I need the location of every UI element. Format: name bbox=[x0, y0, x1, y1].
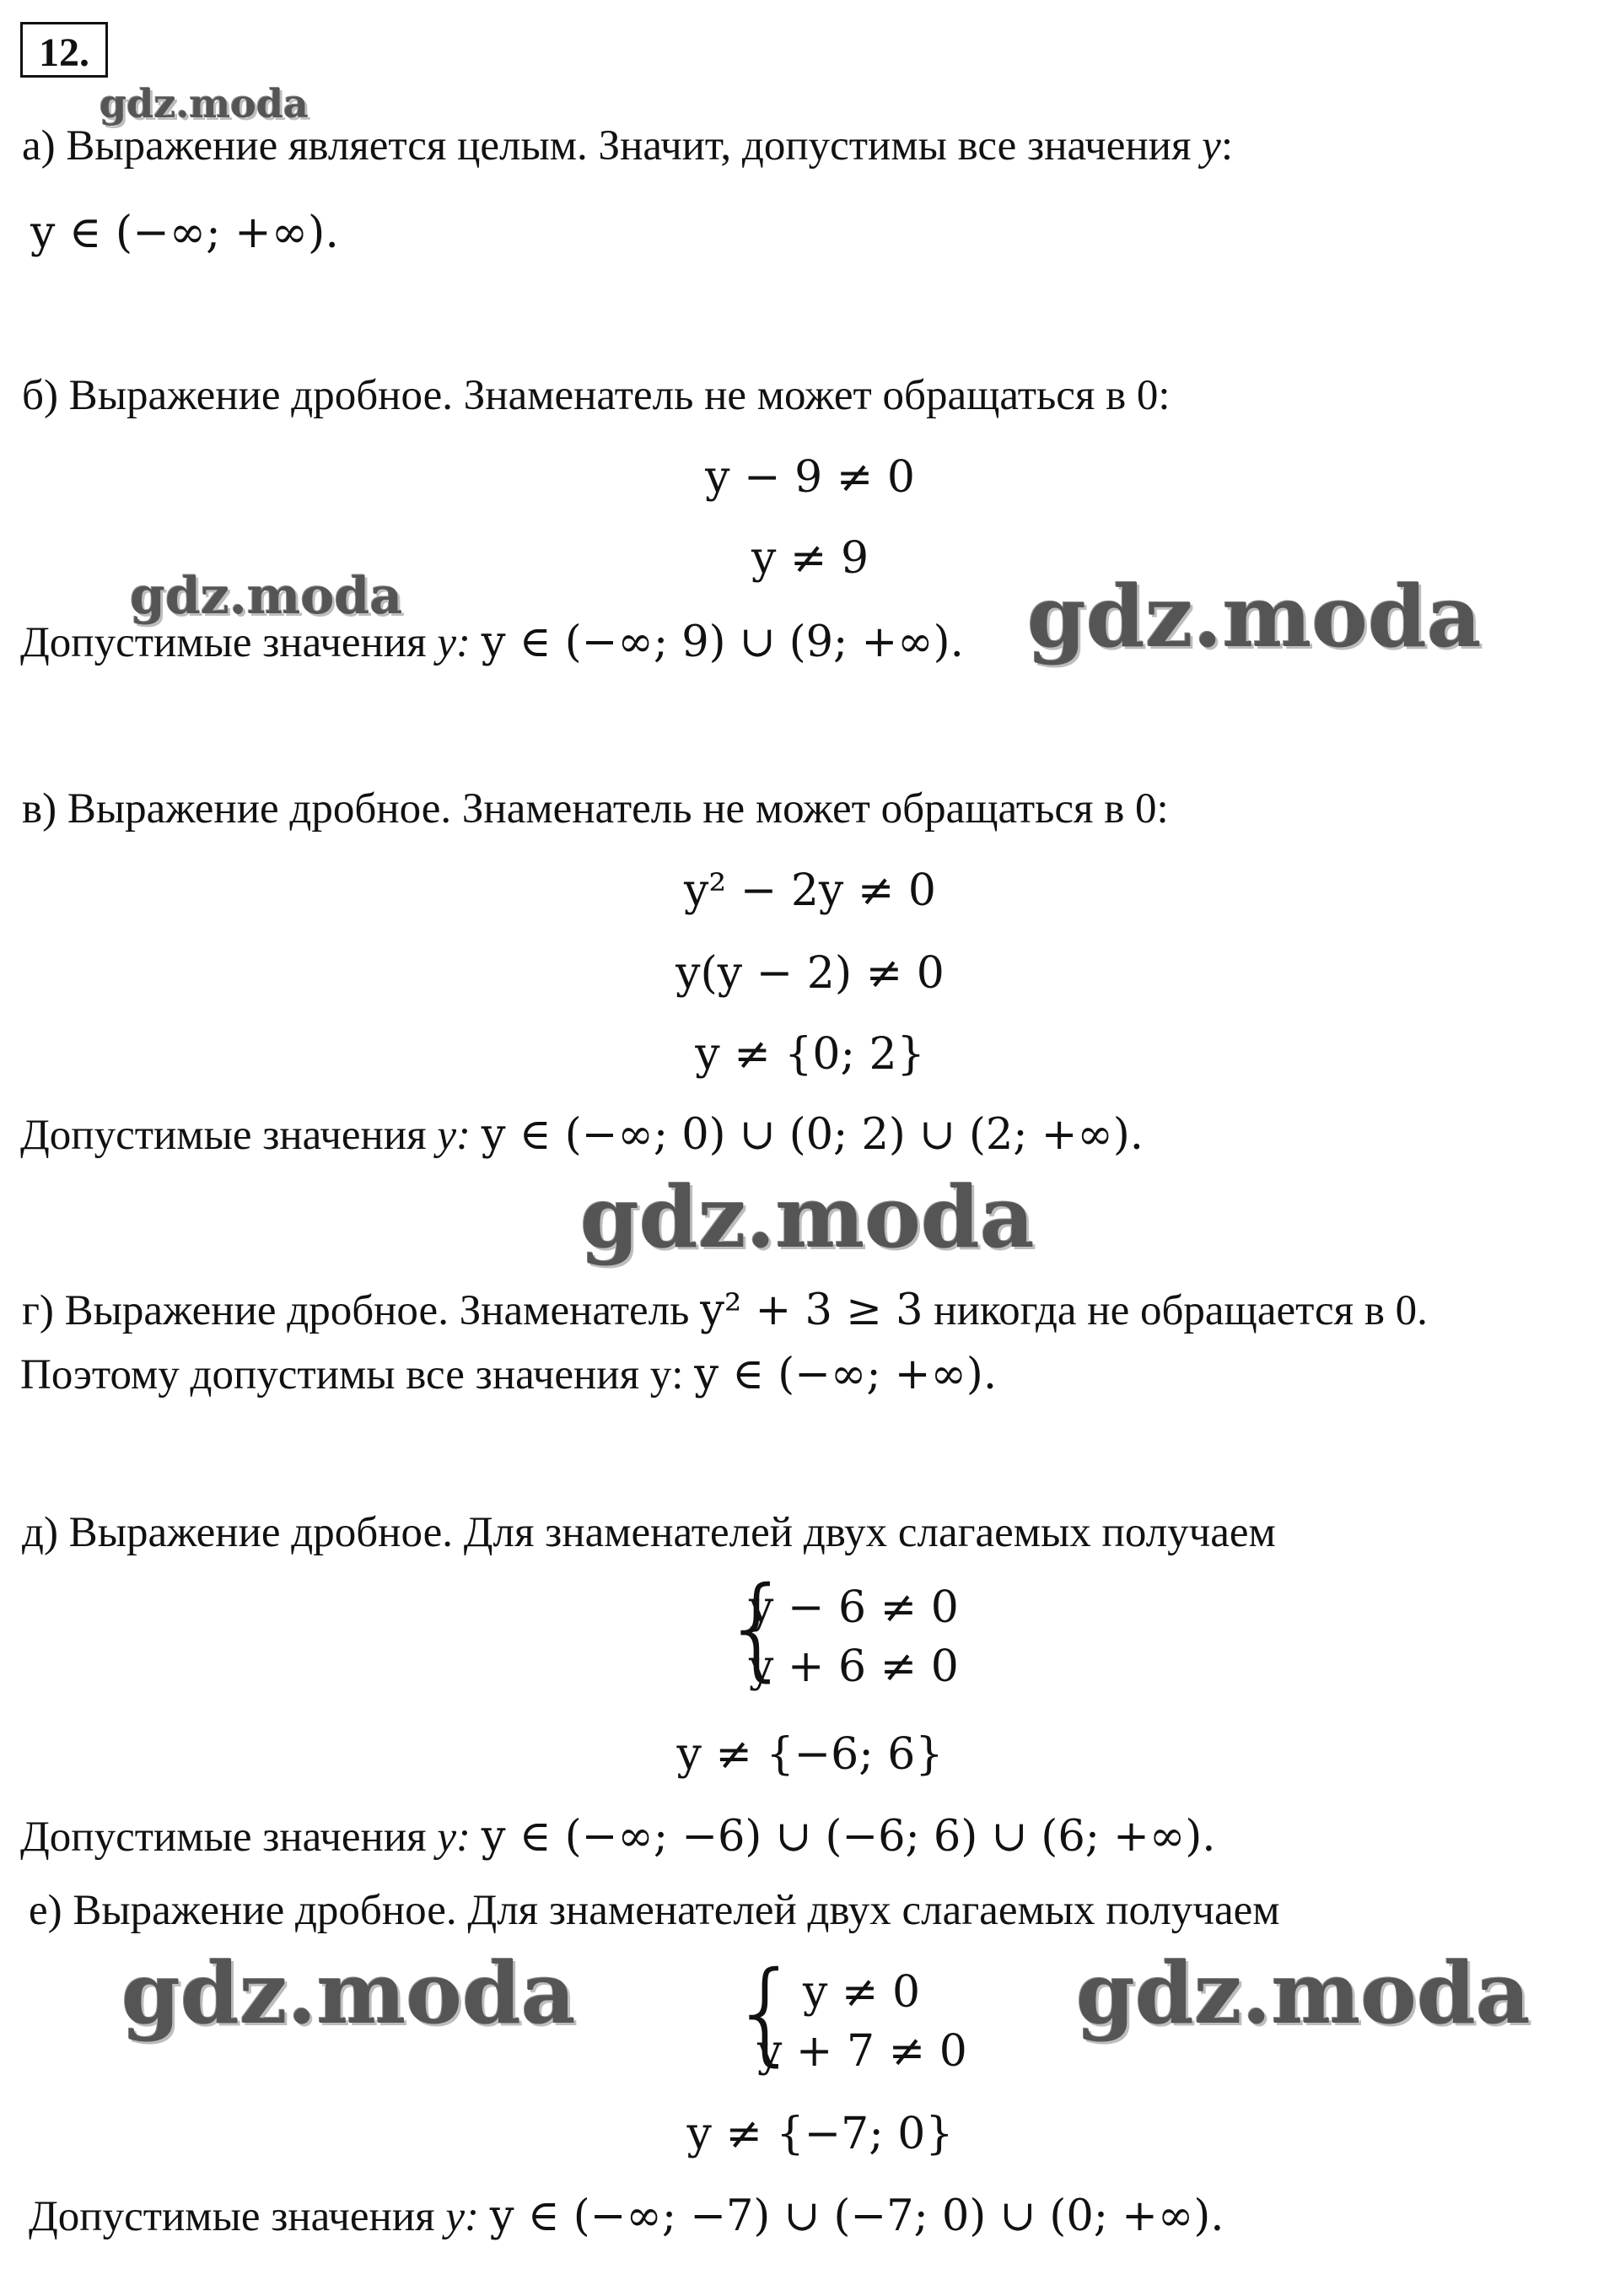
part-d-line-2-math: y ∈ (−∞; +∞). bbox=[694, 1350, 998, 1399]
task-number: 12. bbox=[39, 30, 89, 75]
part-d-line-2-text: Поэтому допустимы все значения y: bbox=[20, 1351, 684, 1399]
part-b-equation-1: y − 9 ≠ 0 bbox=[705, 452, 915, 503]
watermark: gdz.moda bbox=[1076, 1943, 1531, 2043]
part-c-answer-variable: y: bbox=[437, 1112, 471, 1159]
part-e-system-line-2: y + 6 ≠ 0 bbox=[749, 1641, 959, 1692]
part-b-statement: б) Выражение дробное. Знаменатель не может обращаться в 0: bbox=[22, 372, 1171, 419]
part-a-answer: y ∈ (−∞; +∞). bbox=[30, 208, 339, 258]
part-f-system-line-2: y + 7 ≠ 0 bbox=[757, 2026, 967, 2077]
part-b-equation-2: y ≠ 9 bbox=[751, 533, 869, 584]
part-c-answer-line bbox=[20, 1110, 1144, 1160]
part-b-answer-prefix: Допустимые значения bbox=[20, 619, 427, 666]
part-f-answer: y ∈ (−∞; −7) ∪ (−7; 0) ∪ (0; +∞). bbox=[489, 2191, 1224, 2241]
part-c-equation-2: y(y − 2) ≠ 0 bbox=[675, 948, 945, 999]
part-d-text: г) Выражение дробное. Знаменатель bbox=[22, 1287, 690, 1334]
part-c-equation-3: y ≠ {0; 2} bbox=[695, 1029, 925, 1080]
part-f-answer-variable: y: bbox=[445, 2193, 479, 2240]
watermark: gdz.moda bbox=[121, 1943, 576, 2043]
watermark: gdz.moda bbox=[130, 567, 403, 626]
watermark: gdz.moda bbox=[580, 1167, 1035, 1267]
part-d-text-end: никогда не обращается в 0. bbox=[934, 1287, 1428, 1334]
part-b-answer: y ∈ (−∞; 9) ∪ (9; +∞). bbox=[481, 617, 964, 667]
part-e-answer-variable: y: bbox=[437, 1814, 471, 1861]
task-number-box bbox=[20, 22, 108, 78]
part-e-answer-prefix: Допустимые значения bbox=[20, 1814, 427, 1861]
part-f-statement: е) Выражение дробное. Для знаменателей двух слагаемых получаем bbox=[29, 1887, 1280, 1934]
part-c-equation-1: y² − 2y ≠ 0 bbox=[683, 865, 937, 916]
part-e-equation: y ≠ {−6; 6} bbox=[676, 1729, 944, 1780]
part-b-answer-line bbox=[20, 617, 964, 667]
part-f-answer-prefix: Допустимые значения bbox=[29, 2193, 435, 2240]
part-e-statement: д) Выражение дробное. Для знаменателей двух слагаемых получаем bbox=[22, 1509, 1276, 1556]
part-d-line-2 bbox=[20, 1350, 998, 1399]
part-f-answer-line bbox=[29, 2191, 1224, 2241]
brace-icon: { bbox=[722, 1563, 793, 1693]
part-e-answer-line bbox=[20, 1812, 1216, 1862]
part-f-equation: y ≠ {−7; 0} bbox=[686, 2109, 954, 2159]
brace-icon: { bbox=[730, 1948, 801, 2078]
part-a-statement bbox=[22, 122, 1233, 170]
part-e-system-line-1: y − 6 ≠ 0 bbox=[749, 1582, 959, 1633]
watermark: gdz.moda bbox=[1027, 567, 1482, 666]
part-e-answer: y ∈ (−∞; −6) ∪ (−6; 6) ∪ (6; +∞). bbox=[481, 1812, 1216, 1862]
part-d-math: y² + 3 ≥ 3 bbox=[700, 1285, 923, 1335]
part-f-system-line-1: y ≠ 0 bbox=[803, 1967, 921, 2018]
part-c-answer-prefix: Допустимые значения bbox=[20, 1112, 427, 1159]
part-d-line-1 bbox=[22, 1285, 1428, 1335]
part-b-answer-variable: y: bbox=[437, 619, 471, 666]
part-a-label: а) Выражение является целым. Значит, допустимы все значения bbox=[22, 122, 1192, 170]
part-c-statement: в) Выражение дробное. Знаменатель не может обращаться в 0: bbox=[22, 785, 1169, 833]
watermark: gdz.moda bbox=[100, 81, 309, 127]
part-c-answer: y ∈ (−∞; 0) ∪ (0; 2) ∪ (2; +∞). bbox=[481, 1110, 1144, 1160]
part-a-variable: y bbox=[1202, 122, 1221, 170]
part-a-colon: : bbox=[1220, 122, 1233, 170]
